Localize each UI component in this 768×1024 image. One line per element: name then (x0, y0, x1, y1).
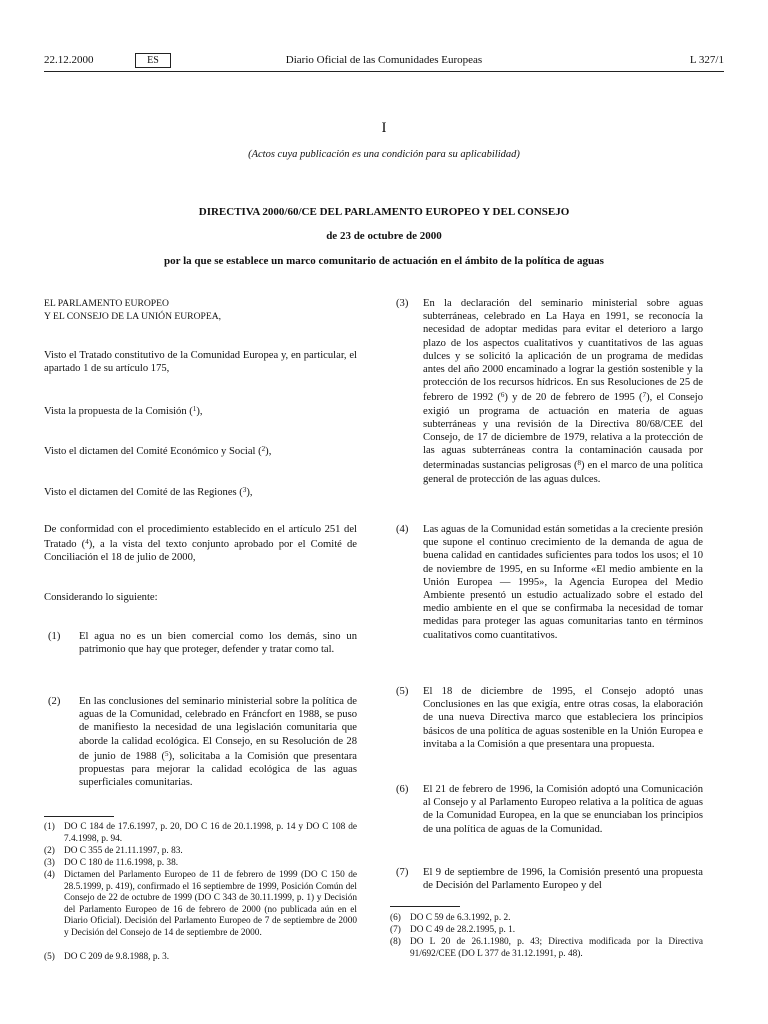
authors: EL PARLAMENTO EUROPEO Y EL CONSEJO DE LA UNIÓN EUROPEA, (44, 298, 222, 323)
procedure-paragraph: De conformidad con el procedimiento establecido en el artículo 251 del Tratado ($^4$), a la vista del texto conjunto aprobado por el Comité de Conciliación el 18 de julio de 2000, (44, 524, 357, 564)
footnote-7: (7) DO C 49 de 28.2.1995, p. 1. (390, 925, 516, 935)
directive-date: de 23 de octubre de 2000 (326, 230, 442, 242)
section-note: (Actos cuya publicación es una condición para su aplicabilidad) (248, 149, 520, 160)
footnote-rule (44, 816, 114, 817)
footnote-5: (5) DO C 209 de 9.8.1988, p. 3. (44, 952, 170, 962)
recital-7: (7) El 9 de septiembre de 1996, la Comisión presentó una propuesta de Decisión del Parlamento Europeo y del (396, 867, 703, 892)
recital-3: (3) En la declaración del seminario ministerial sobre aguas subterráneas, celebrado en La Haya en 1991, se reconocía la necesidad de adoptar medidas para evitar el deterioro a largo plazo de los aspectos cualitativos y cuantitativos de las aguas dulces y se solicitó la aplicación de un programa de medidas antes del año 2000 encaminado a lograr la gestión sostenible y la protección de los recursos hídricos. En sus Resoluciones de 25 de febrero de 1992 ($^6$) y de 20 de febrero de 1995 ($^7$), el Consejo exigió un programa de actuación en materia de aguas subterráneas y una revisión de la Directiva 80/68/CEE del Consejo, de 17 de diciembre de 1979, relativa a la protección de las aguas subterráneas contra la contaminación causada por determinadas sustancias peligrosas ($^8$) en el marco de una política general de protección de las aguas dulces. (396, 298, 703, 485)
footnote-6: (6) DO C 59 de 6.3.1992, p. 2. (390, 913, 511, 923)
visto-commission: Vista la propuesta de la Comisión ($^1$), (44, 405, 203, 417)
footnote-3: (3) DO C 180 de 11.6.1998, p. 38. (44, 858, 179, 868)
publication-date: 22.12.2000 (44, 54, 94, 66)
footnote-1: (1) DO C 184 de 17.6.1997, p. 20, DO C 16 de 20.1.1998, p. 14 y DO C 108 de 7.4.1998, p. 94. (44, 822, 357, 844)
recital-6: (6) El 21 de febrero de 1996, la Comisión adoptó una Comunicación al Consejo y al Parlamento Europeo relativa a la política de aguas de la Comunidad Europea, en la que se enunciaban los principios de una política de aguas de la Comunidad. (396, 784, 703, 835)
recital-text: En las conclusiones del seminario ministerial sobre la política de aguas de la Comunidad, celebrado en Fráncfort en 1988, se puso de manifiesto la necesidad de una legislación comunitaria que aborde la calidad ecológica. El Consejo, en su Resolución de 28 de junio de 1988 ($^5$), solicitaba a la Comisión que presentara propuestas para mejorar la calidad ecológica de las aguas superficiales comunitarias. (79, 696, 357, 789)
directive-title: DIRECTIVA 2000/60/CE DEL PARLAMENTO EUROPEO Y DEL CONSEJO (198, 206, 570, 218)
page-number: L 327/1 (689, 54, 724, 66)
footnote-rule-right (390, 906, 460, 907)
visto-regions: Visto el dictamen del Comité de las Regiones ($^3$), (44, 486, 253, 498)
language-badge: ES (135, 53, 171, 68)
recital-number: (1) (48, 631, 61, 642)
footnote-4: (4) Dictamen del Parlamento Europeo de 11 de febrero de 1999 (DO C 150 de 28.5.1999, p. 419), confirmado el 16 septiembre de 1999, Posición Común del Consejo de 22 de octubre de 1999 (DO C 343 de 30.11.1999, p. 1) y Decisión del Parlamento Europeo de 16 de febrero de 2000 (no publicada aún en el Diario Oficial). Decisión del Parlamento Europeo de 7 de septiembre de 2000 y Decisión del Consejo de 14 de septiembre de 2000. (44, 870, 357, 938)
footnote-2: (2) DO C 355 de 21.11.1997, p. 83. (44, 846, 183, 856)
section-numeral: I (381, 120, 387, 136)
recital-1 (44, 630, 357, 656)
journal-title: Diario Oficial de las Comunidades Europeas (285, 54, 483, 66)
recital-2 (44, 695, 357, 789)
recital-4: (4) Las aguas de la Comunidad están sometidas a la creciente presión que supone el continuo crecimiento de la demanda de agua de buena calidad en cantidades suficientes para todos los usos; el 10 de noviembre de 1995, en su Informe «El medio ambiente en la Unión Europea — 1995», la Agencia Europea del Medio Ambiente presentó un estudio actualizado sobre el estado del medio ambiente en el que se confirmaba la necesidad de tomar medidas para proteger las aguas comunitarias tanto en términos cualitativos como cuantitativos. (396, 524, 703, 641)
directive-subject: por la que se establece un marco comunitario de actuación en el ámbito de la política de aguas (164, 255, 604, 267)
header-rule (44, 71, 724, 72)
considering: Considerando lo siguiente: (44, 592, 158, 603)
recital-text: El agua no es un bien comercial como los demás, sino un patrimonio que hay que proteger, defender y tratar como tal. (79, 631, 357, 656)
footnote-8: (8) DO L 20 de 26.1.1980, p. 43; Directiva modificada por la Directiva 91/692/CEE (DO L 377 de 31.12.1991, p. 48). (390, 937, 703, 959)
page-header (44, 54, 724, 70)
visto-treaty: Visto el Tratado constitutivo de la Comunidad Europea y, en particular, el apartado 1 de su artículo 175, (44, 350, 357, 375)
recital-5: (5) El 18 de diciembre de 1995, el Consejo adoptó unas Conclusiones en las que exigía, entre otras cosas, la elaboración de una nueva Directiva marco que estableciera los principios básicos de una política de aguas sostenible en la Unión Europea e invitaba a la Comisión a que presentara una propuesta. (396, 686, 703, 750)
recital-number: (2) (48, 696, 61, 707)
visto-ecosoc: Visto el dictamen del Comité Económico y Social ($^2$), (44, 445, 272, 457)
